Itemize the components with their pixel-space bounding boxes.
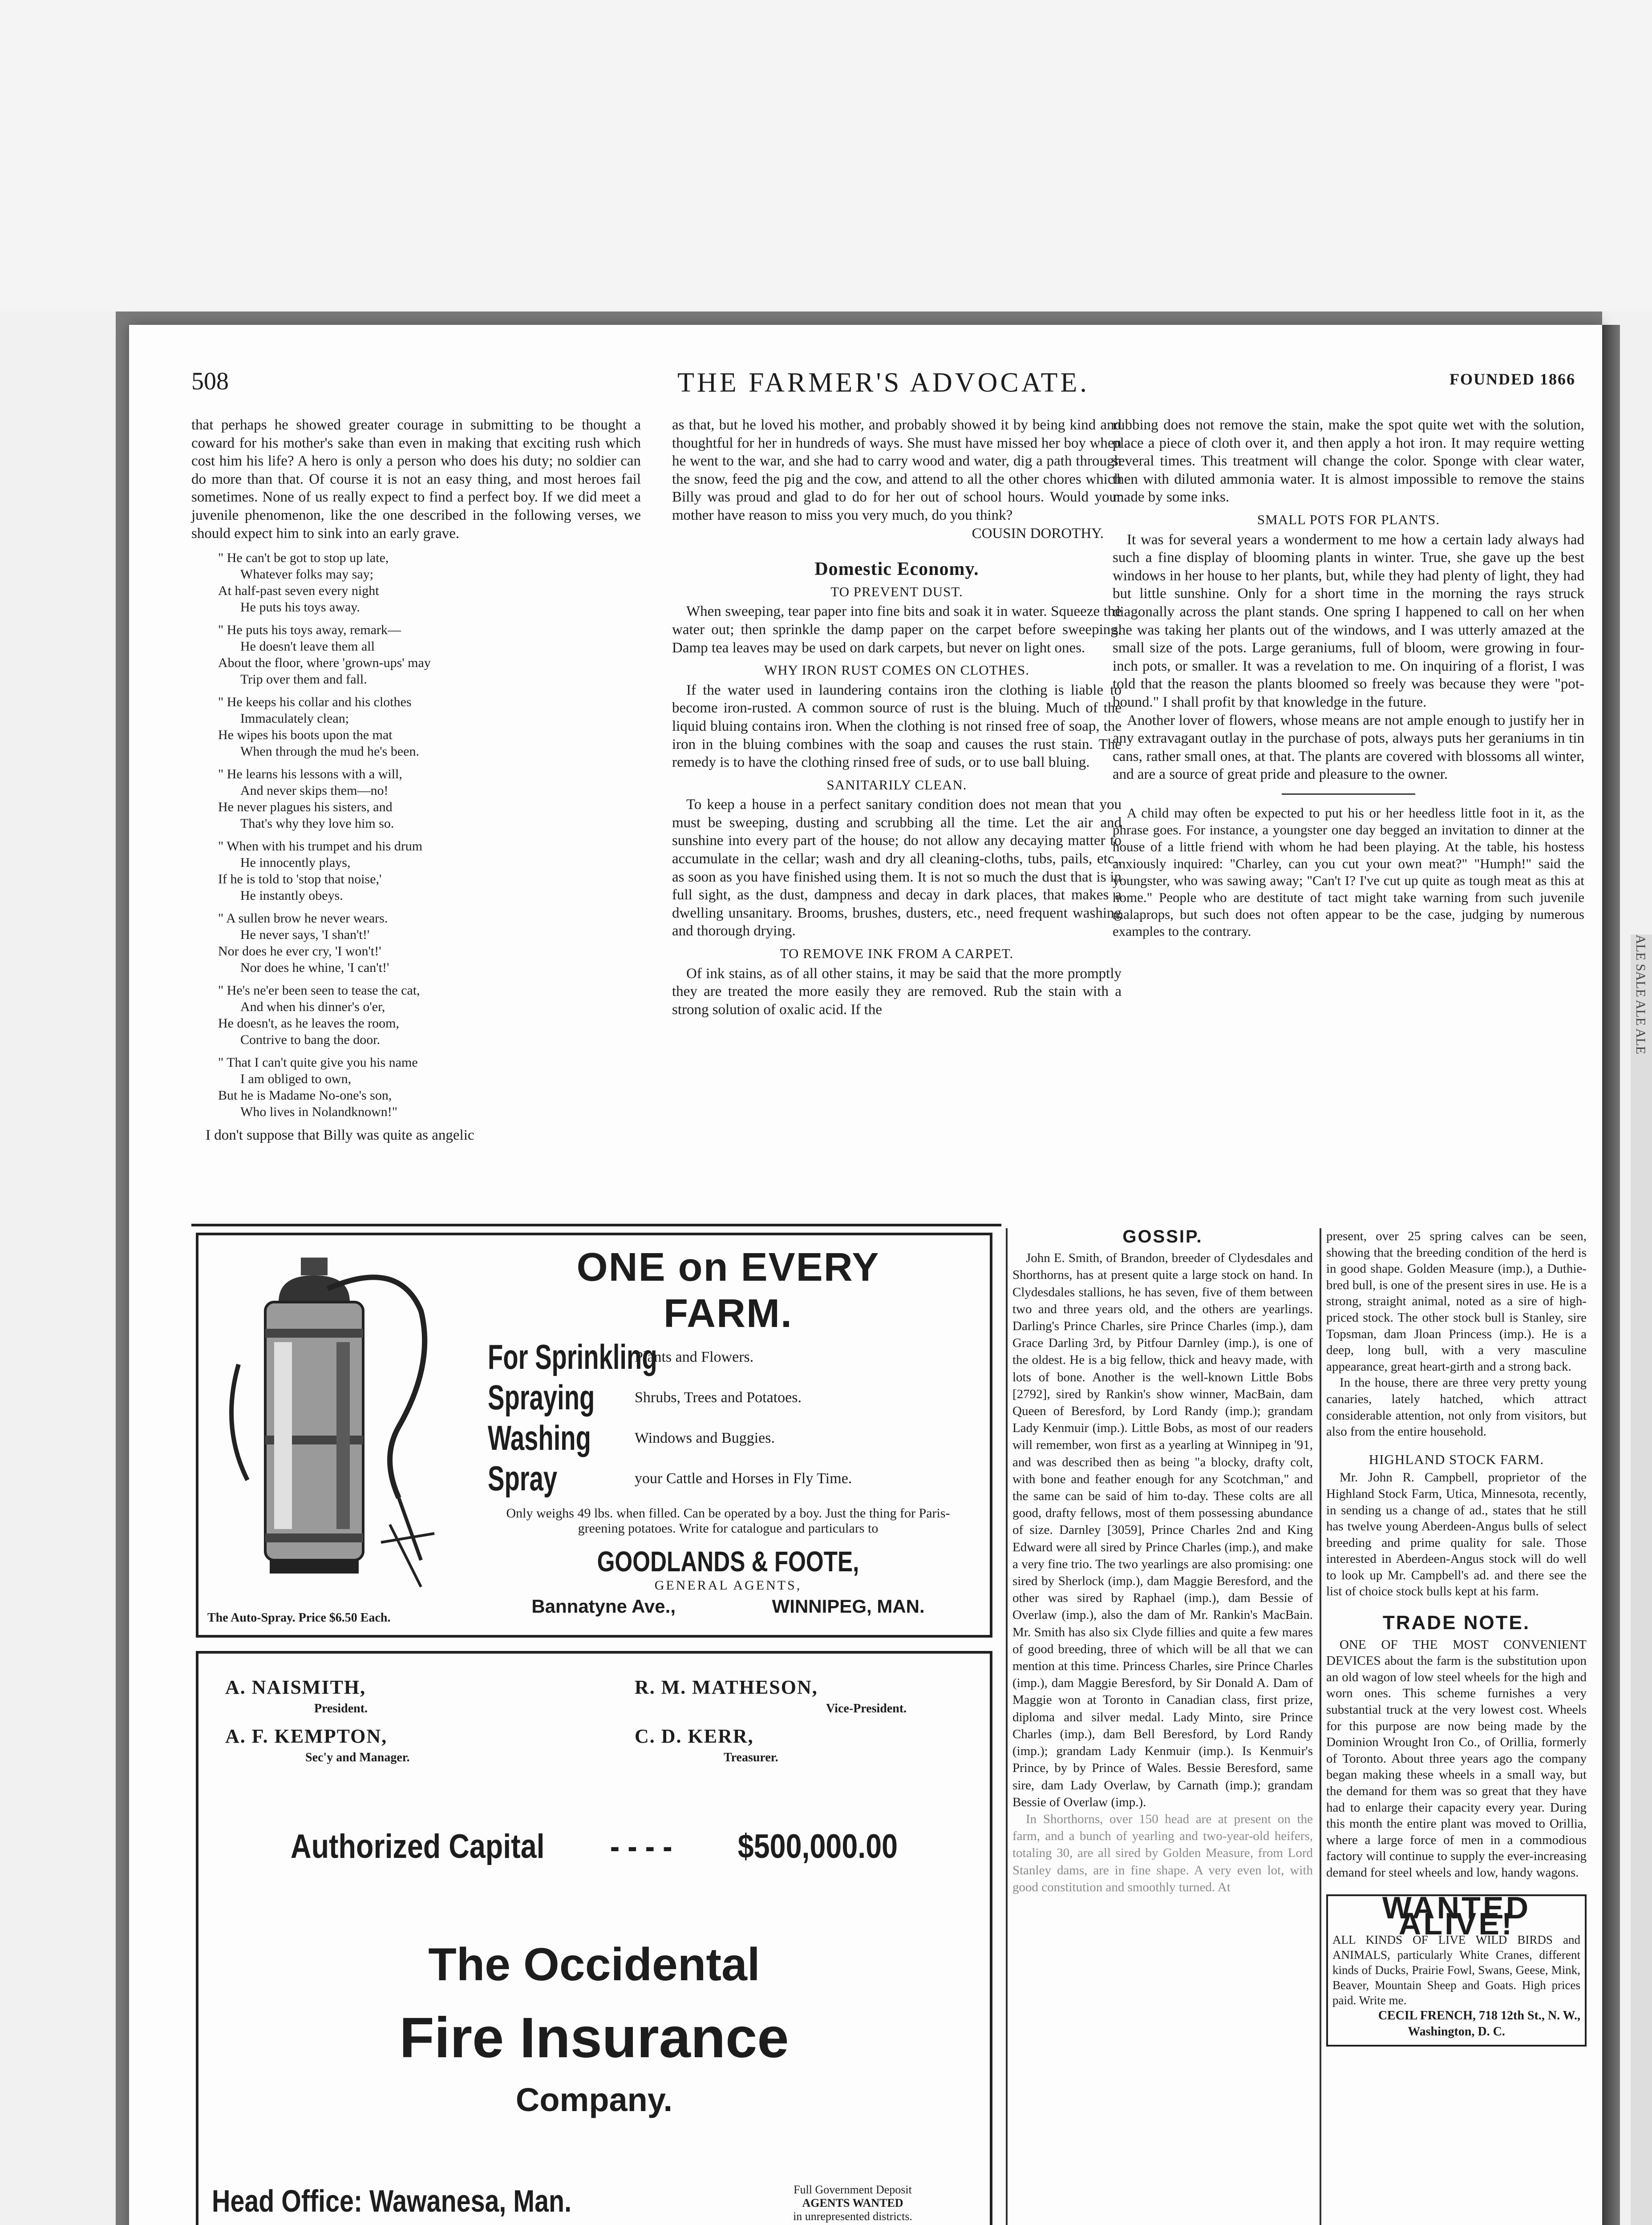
wanted-alive-ad	[1326, 1890, 1587, 2047]
paragraph: It was for several years a wonderment to me how a certain lady always had such a fine display of blooming plants in winter. True, she gave up the best windows in her house to her plants, but, while they had plenty of light, they had but little sunshine. Only for a short time in the morning the rays struck diagonally across the plant stands. One spring I happened to call on her when she was taking her plants out of the windows, and I was utterly amazed at the small size of the pots. Large geraniums, full of bloom, were growing in four-inch pots, or smaller. It was a revelation to me. On inquiring of a florist, I was told that the reason the plants bloomed so freely was because they were "pot-bound." I shall profit by that knowledge in the future.	[1113, 531, 1584, 710]
city: WINNIPEG, MAN.	[772, 1596, 925, 1617]
wanted-title: WANTED ALIVE!	[1382, 1890, 1531, 1942]
deposit-note	[728, 2183, 977, 2223]
officer-role: Sec'y and Manager.	[305, 1751, 410, 1764]
verse-line: When through the mud he's been.	[240, 744, 419, 759]
verse-line: He doesn't, as he leaves the room,	[218, 1016, 399, 1031]
paragraph: Another lover of flowers, whose means are not ample enough to justify her in any extravagant outlay in the purchase of pots, always puts her geraniums in tin cans, rather small ones, at that. The plants are covered with blossoms all winter, and are a source of great pride and pleasure to the owner.	[1113, 712, 1584, 783]
paragraph: A child may often be expected to put his or her heedless little foot in it, as the phrase goes. For instance, a youngster one day begged an invitation to dinner at the house of a little friend with whom he had been playing. At the table, his hostess anxiously inquired: "Charley, can you cut your own meat?" "Humph!" said the youngster, who was sawing away; "Can't I? I've cut up quite as tough meat as this at home." People who are destitute of tact might take warning from such juvenile malaprops, but such does not often appear to be the case, judging by numerous examples to the contrary.	[1113, 805, 1584, 939]
use-verb: Spraying	[488, 1378, 595, 1417]
newspaper-page	[129, 325, 1602, 2225]
subheading: TO REMOVE INK FROM A CARPET.	[780, 946, 1014, 962]
officer-name: A. F. KEMPTON,	[225, 1725, 388, 1747]
left-margin	[0, 312, 116, 2225]
column-1	[191, 416, 641, 1145]
agents-wanted: AGENTS WANTED	[802, 2197, 903, 2209]
wanted-city: Washington, D. C.	[1408, 2025, 1505, 2039]
verse-line: He instantly obeys.	[240, 888, 343, 903]
wanted-body: ALL KINDS OF LIVE WILD BIRDS and ANIMALS, particularly White Cranes, different kinds of Ducks, Prairie Fowl, Swans, Geese, Mink, Beaver, Mountain Sheep and Goats. High prices paid. Write me.	[1332, 1933, 1580, 2007]
verse-line: At half-past seven every night	[218, 583, 379, 599]
verse-line: " He keeps his collar and his clothes	[218, 695, 412, 710]
verse-line: Immaculately clean;	[240, 711, 349, 726]
paragraph: In Shorthorns, over 150 head are at present on the farm, and a bunch of yearling and two-year-old heifers, totaling 30, are all sired by Golden Measure, from Lord Stanley dams, are in fine shape. A very even lot, with good constitution and smoothly turned. At	[1012, 1812, 1313, 1894]
gossip-heading: GOSSIP.	[1122, 1227, 1203, 1246]
verse-line: Trip over them and fall.	[240, 672, 367, 687]
adjacent-page-edge	[1631, 934, 1652, 2225]
verse-stanza	[191, 550, 641, 615]
verse-line: " He learns his lessons with a will,	[218, 767, 402, 782]
verse-line: But he is Madame No-one's son,	[218, 1088, 392, 1103]
verse-line: Nor does he ever cry, 'I won't!'	[218, 944, 381, 959]
page-header	[191, 367, 1575, 398]
paragraph: In the house, there are three very pretty young canaries, lately hatched, which attract considerable attention, not only from visitors, but also from the entire household.	[1326, 1375, 1587, 1439]
ad-note: Only weighs 49 lbs. when filled. Can be operated by a boy. Just the thing for Paris-greening potatoes. Write for catalogue and particulars to	[506, 1506, 950, 1536]
section-heading: Domestic Economy.	[814, 559, 979, 580]
company-name-line-1: The Occidental	[428, 1939, 760, 1990]
column-2	[672, 416, 1122, 1019]
verse-line: I am obliged to own,	[240, 1072, 352, 1087]
street: Bannatyne Ave.,	[531, 1596, 676, 1617]
use-row	[488, 1418, 973, 1458]
sprayer-illustration	[212, 1249, 443, 1614]
verse-line: He never plagues his sisters, and	[218, 800, 393, 815]
article-intro: that perhaps he showed greater courage in submitting to be thought a coward for his mother's sake than even in making that exciting rush which cost him his life? A hero is only a person who does his duty; no soldier can do more than that. Of course it is not an easy thing, and most heroes fail sometimes. None of us really expect to find a perfect boy. If we did meet a juvenile phenomenon, like the one described in the following verses, we should expect him to sink into an early grave.	[191, 417, 641, 542]
divider	[1282, 793, 1415, 795]
paragraph: Of ink stains, as of all other stains, it may be said that the more promptly they are treated the more easily they are removed. Rub the stain with a strong solution of oxalic acid. If the	[672, 965, 1122, 1018]
officer-role: President.	[314, 1702, 368, 1715]
officer-name: C. D. KERR,	[635, 1725, 754, 1747]
ad-headline: ONE on EVERY	[576, 1245, 880, 1290]
verse-stanza	[191, 910, 641, 976]
capital-value: $500,000.00	[737, 1828, 898, 1865]
officer-role: Vice-President.	[826, 1702, 907, 1715]
verse-line: That's why they love him so.	[240, 816, 394, 831]
subheading: SANITARILY CLEAN.	[826, 777, 967, 793]
agent-address	[483, 1596, 973, 1617]
use-verb: Spray	[488, 1459, 558, 1498]
use-object: Windows and Buggies.	[635, 1429, 775, 1446]
verse-stanza	[191, 982, 641, 1048]
verse-line: He wipes his boots upon the mat	[218, 728, 393, 743]
head-office: Head Office: Wawanesa, Man.	[212, 2184, 572, 2218]
horizontal-rule	[191, 1224, 1001, 1226]
verse-line: Whatever folks may say;	[240, 567, 374, 582]
trade-note-heading: TRADE NOTE.	[1382, 1612, 1531, 1634]
company-name-line-3: Company.	[515, 2081, 673, 2118]
verse-line: " That I can't quite give you his name	[218, 1055, 418, 1070]
founded-label: FOUNDED 1866	[1450, 370, 1575, 388]
verse-stanza	[191, 1054, 641, 1120]
verse-line: Contrive to bang the door.	[240, 1032, 381, 1048]
capital-line	[258, 1827, 930, 1866]
sprayer-advertisement	[196, 1233, 992, 1638]
capital-dashes: - - - -	[610, 1828, 672, 1865]
paragraph: ONE OF THE MOST CONVENIENT DEVICES about the farm is the substitution upon an old wagon of low steel wheels for the high and worn ones. This scheme furnishes a very substantial truck at the very lowest cost. Wheels for this purpose are now being made by the Dominion Wrought Iron Co., of Orillia, formerly of Toronto. About three years ago the company began making these wheels in a small way, but the demand for them was so great that they have had to enlarge their capacity every year. During this month the entire plant was moved to Orillia, where a large force of men in a commodious factory will continue to supply the ever-increasing demand for steel wheels and low, handy wagons.	[1326, 1637, 1587, 1880]
signature: COUSIN DOROTHY.	[972, 525, 1104, 542]
verse-stanza	[191, 766, 641, 832]
verse-line: Nor does he whine, 'I can't!'	[240, 960, 389, 975]
districts: in unrepresented districts.	[793, 2210, 912, 2223]
subheading: TO PREVENT DUST.	[830, 583, 963, 599]
verse-line: He innocently plays,	[240, 855, 351, 870]
ad-headline-2: FARM.	[664, 1291, 793, 1336]
paragraph: If the water used in laundering contains iron the clothing is liable to become iron-rusted. A common source of rust is the bluing. Much of the liquid bluing contains iron. When the clothing is not rinsed free of soap, the iron in the bluing combines with the soap and causes the rust stain. The remedy is to have the clothing rinsed free of suds, or to use ball bluing.	[672, 682, 1122, 771]
verse-stanza	[191, 622, 641, 688]
verse-line: And never skips them—no!	[240, 783, 389, 798]
verse-line: He doesn't leave them all	[240, 639, 375, 654]
officer-role: Treasurer.	[724, 1751, 778, 1764]
masthead-title: THE FARMER'S ADVOCATE.	[677, 368, 1089, 398]
subheading: WHY IRON RUST COMES ON CLOTHES.	[764, 662, 1029, 678]
agent-role: GENERAL AGENTS,	[654, 1578, 802, 1593]
paragraph: present, over 25 spring calves can be seen, showing that the breeding condition of the herd is in good shape. Golden Measure (imp.), a Duthie-bred bull, is one of the present sires in use. He is a strong, straight animal, noted as a sire of high-priced stock. The other stock bull is Stanley, sire Topsman, dam Jloan Princess (imp.). He is a deep, long bull, with a very masculine appearance, great heart-girth and a strong back.	[1326, 1229, 1587, 1374]
insurance-advertisement	[196, 1651, 992, 2225]
paragraph: When sweeping, tear paper into fine bits and soak it in water. Squeeze the water out; then sprinkle the damp paper on the carpet before sweeping. Damp tea leaves may be used on dark carpets, but never on light ones.	[672, 603, 1122, 656]
use-verb: For Sprinkling	[488, 1337, 657, 1376]
verse-line: If he is told to 'stop that noise,'	[218, 872, 382, 887]
verse-line: And when his dinner's o'er,	[240, 999, 385, 1015]
verse-line: He puts his toys away.	[240, 600, 360, 615]
product-caption: The Auto-Spray. Price $6.50 Each.	[207, 1611, 391, 1625]
agent-name: GOODLANDS & FOOTE,	[597, 1545, 859, 1578]
verse-stanza	[191, 694, 641, 760]
verse-block	[191, 550, 641, 1120]
paragraph: Mr. John R. Campbell, proprietor of the Highland Stock Farm, Utica, Minnesota, recently, in sending us a change of ad., states that he still has twelve young Aberdeen-Angus bulls of select breeding and prime quality for sale. Those interested in Aberdeen-Angus stock will do well to look up Mr. Campbell's ad. and there see the list of choice stock bulls kept at his farm.	[1326, 1470, 1587, 1599]
page-number: 508	[191, 368, 229, 395]
column-divider	[1320, 1228, 1321, 2225]
use-object: Plants and Flowers.	[635, 1348, 754, 1365]
officer-name: A. NAISMITH,	[225, 1676, 366, 1698]
use-row	[488, 1458, 973, 1499]
verse-line: " He can't be got to stop up late,	[218, 550, 389, 566]
article-outro: I don't suppose that Billy was quite as angelic	[206, 1127, 474, 1144]
verse-line: Who lives in Nolandknown!"	[240, 1104, 398, 1120]
officer-name: R. M. MATHESON,	[635, 1676, 818, 1698]
paragraph: To keep a house in a perfect sanitary condition does not mean that you must be sweeping, dusting and scrubbing all the time. Let the air and sunshine into every part of the house; do not allow any decaying matter to accumulate in the cellar; wash and dry all cleaning-cloths, tubs, pails, etc., as soon as you have finished using them. It is not so much the dust that is in full sight, as the dust, dampness and decay in dark places, that makes a dwelling unsanitary. Brooms, brushes, dusters, etc., need frequent washing and thorough drying.	[672, 797, 1122, 939]
gossip-column	[1012, 1228, 1313, 1896]
verse-stanza	[191, 838, 641, 904]
use-row	[488, 1377, 973, 1418]
verse-line: " A sullen brow he never wears.	[218, 911, 388, 926]
edge-text: ALE SALE ALE ALE	[1633, 934, 1648, 1055]
use-object: your Cattle and Horses in Fly Time.	[635, 1470, 852, 1487]
column-divider	[1006, 1228, 1008, 2225]
subheading: SMALL POTS FOR PLANTS.	[1257, 511, 1440, 527]
wanted-address: CECIL FRENCH, 718 12th St., N. W.,	[1378, 2008, 1580, 2023]
subheading: HIGHLAND STOCK FARM.	[1369, 1451, 1544, 1467]
verse-line: He never says, 'I shan't!'	[240, 927, 370, 943]
use-verb: Washing	[488, 1418, 591, 1457]
deposit-line: Full Government Deposit	[794, 2183, 912, 2196]
article-continuation: as that, but he loved his mother, and probably showed it by being kind and thoughtful for her in hundreds of ways. She must have missed her boy when he went to the war, and she had to carry wood and water, dig a path through the snow, feed the pig and the cow, and attend to all the other chores which Billy was proud and glad to do for her out of school hours. Would your mother have reason to miss you very much, do you think?	[672, 417, 1122, 523]
column-5	[1326, 1228, 1587, 2047]
ad-copy	[483, 1244, 973, 1617]
paragraph: John E. Smith, of Brandon, breeder of Clydesdales and Shorthorns, has at present quite a large stock on hand. In Clydesdales stallions, he has seven, five of them between two and three years old, and the others are yearlings. Darling's Prince Charles, sire Prince Charles (imp.), dam Grace Darling 3rd, by Pitfour Darnley (imp.), is one of the oldest. He is a big fellow, thick and heavy made, with lots of bone. Another is the well-known Little Bobs [2792], sired by Rankin's show winner, MacBain, dam Queen of Beresford, by Lord Randy (imp.); grandam Lady Kenmuir (imp.). Little Bobs, as most of our readers will remember, won first as a yearling at Winnipeg in '91, and was described then as being "a blocky, drafty colt, with bone and feather enough for any Scotchman," and the same can be said of him to-day. These colts are all good, drafty fellows, most of them possessing abundance of size. Darnley [3059], Prince Charles 2nd and King Edward were all sired by Prince Charles (imp.), and make a very fine trio. The two yearlings are also promising: one sired by Sherlock (imp.), dam Maggie Beresford, and the other was sired by Raphael (imp.), dam Bessie of Overlaw (imp.), also the dam of Mr. Rankin's MacBain. Mr. Smith has also six Clyde fillies and quite a few mares of good breeding, three of which will be all that we can mention at this time. Princess Charles, sire Prince Charles (imp.), dam Maggie Beresford, by Sir Donald A. Dam of Maggie won at Toronto in Canadian class, first prize, diploma and silver medal. Lady Minto, sire Prince Charles (imp.), dam Bell Beresford, by Lord Randy (imp.); grandam Lady Kenmuir (imp.). Is Kenmuir's Prince, by by Prince of Wales. Bessie Beresford, same sire, dam Lady Overlaw, by Carnath (imp.); grandam Bessie of Overlaw (imp.).	[1012, 1251, 1313, 1809]
use-row	[488, 1337, 973, 1377]
verse-line: " When with his trumpet and his drum	[218, 839, 423, 854]
paragraph: rubbing does not remove the stain, make the spot quite wet with the solution, place a piece of cloth over it, and then apply a hot iron. It may require wetting several times. This treatment will change the color. Sponge with clear water, then with diluted ammonia water. It is almost impossible to remove the stains made by some inks.	[1113, 417, 1584, 506]
capital-label: Authorized Capital	[290, 1828, 545, 1865]
company-name-line-2: Fire Insurance	[399, 2006, 789, 2070]
verse-line: " He's ne'er been seen to tease the cat,	[218, 983, 420, 998]
verse-line: " He puts his toys away, remark—	[218, 623, 401, 638]
verse-line: About the floor, where 'grown-ups' may	[218, 655, 431, 671]
use-object: Shrubs, Trees and Potatoes.	[635, 1389, 802, 1406]
column-3	[1113, 416, 1584, 940]
